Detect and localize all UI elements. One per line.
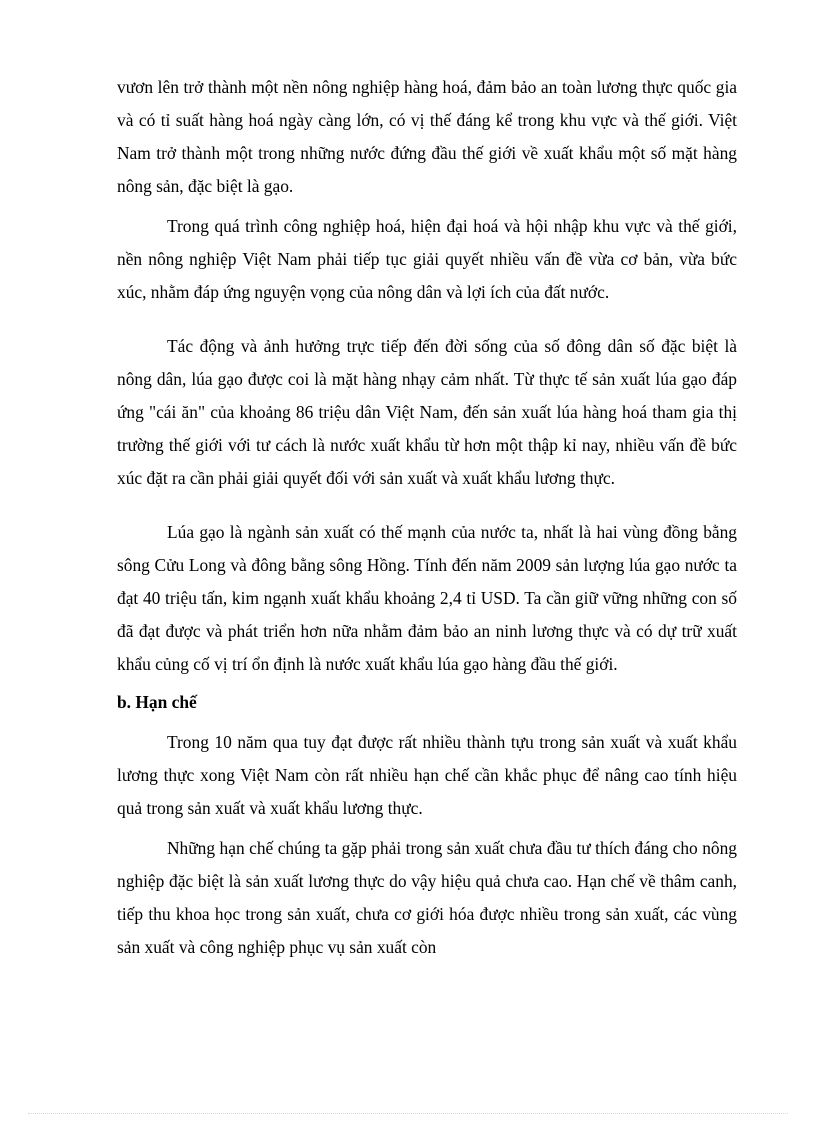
section-heading-limitations: b. Hạn chế <box>117 692 197 712</box>
page-bottom-divider <box>28 1113 788 1114</box>
paragraph-rice-strength: Lúa gạo là ngành sản xuất có thế mạnh của nước ta, nhất là hai vùng đồng bằng sông Cửu Long và đông bằng sông Hồng. Tính đến năm 2009 sản lượng lúa gạo nước ta đạt 40 triệu tấn, kim ngạnh xuất khẩu khoảng 2,4 tỉ USD. Ta cần giữ vững những con số đã đạt được và phát triển hơn nữa nhằm đảm bảo an ninh lương thực và có dự trữ xuất khẩu củng cố vị trí ổn định là nước xuất khẩu lúa gạo hàng đầu thế giới. <box>117 522 737 674</box>
paragraph-industrialization: Trong quá trình công nghiệp hoá, hiện đại hoá và hội nhập khu vực và thế giới, nền nông nghiệp Việt Nam phải tiếp tục giải quyết nhiều vấn đề vừa cơ bản, vừa bức xúc, nhằm đáp ứng nguyện vọng của nông dân và lợi ích của đất nước. <box>117 216 737 302</box>
paragraph-limitations-intro: Trong 10 năm qua tuy đạt được rất nhiều thành tựu trong sản xuất và xuất khẩu lương thực xong Việt Nam còn rất nhiều hạn chế cần khắc phục để nâng cao tính hiệu quả trong sản xuất và xuất khẩu lương thực. <box>117 732 737 818</box>
paragraph-limitations-detail: Những hạn chế chúng ta gặp phải trong sản xuất chưa đầu tư thích đáng cho nông nghiệp đặc biệt là sản xuất lương thực do vậy hiệu quả chưa cao. Hạn chế về thâm canh, tiếp thu khoa học trong sản xuất, chưa cơ giới hóa được nhiều trong sản xuất, các vùng sản xuất và công nghiệp phục vụ sản xuất còn <box>117 838 737 957</box>
document-body <box>117 71 737 964</box>
paragraph-rice-impact: Tác động và ảnh hưởng trực tiếp đến đời sống của số đông dân số đặc biệt là nông dân, lúa gạo được coi là mặt hàng nhạy cảm nhất. Từ thực tế sản xuất lúa gạo đáp ứng "cái ăn" của khoảng 86 triệu dân Việt Nam, đến sản xuất lúa hàng hoá tham gia thị trường thế giới với tư cách là nước xuất khẩu từ hơn một thập kỉ nay, nhiều vấn đề bức xúc đặt ra cần phải giải quyết đối với sản xuất và xuất khẩu lương thực. <box>117 336 737 488</box>
paragraph-continuation: vươn lên trở thành một nền nông nghiệp hàng hoá, đảm bảo an toàn lương thực quốc gia và có tỉ suất hàng hoá ngày càng lớn, có vị thế đáng kể trong khu vực và thế giới. Việt Nam trở thành một trong những nước đứng đầu thế giới về xuất khẩu một số mặt hàng nông sản, đặc biệt là gạo. <box>117 77 737 196</box>
